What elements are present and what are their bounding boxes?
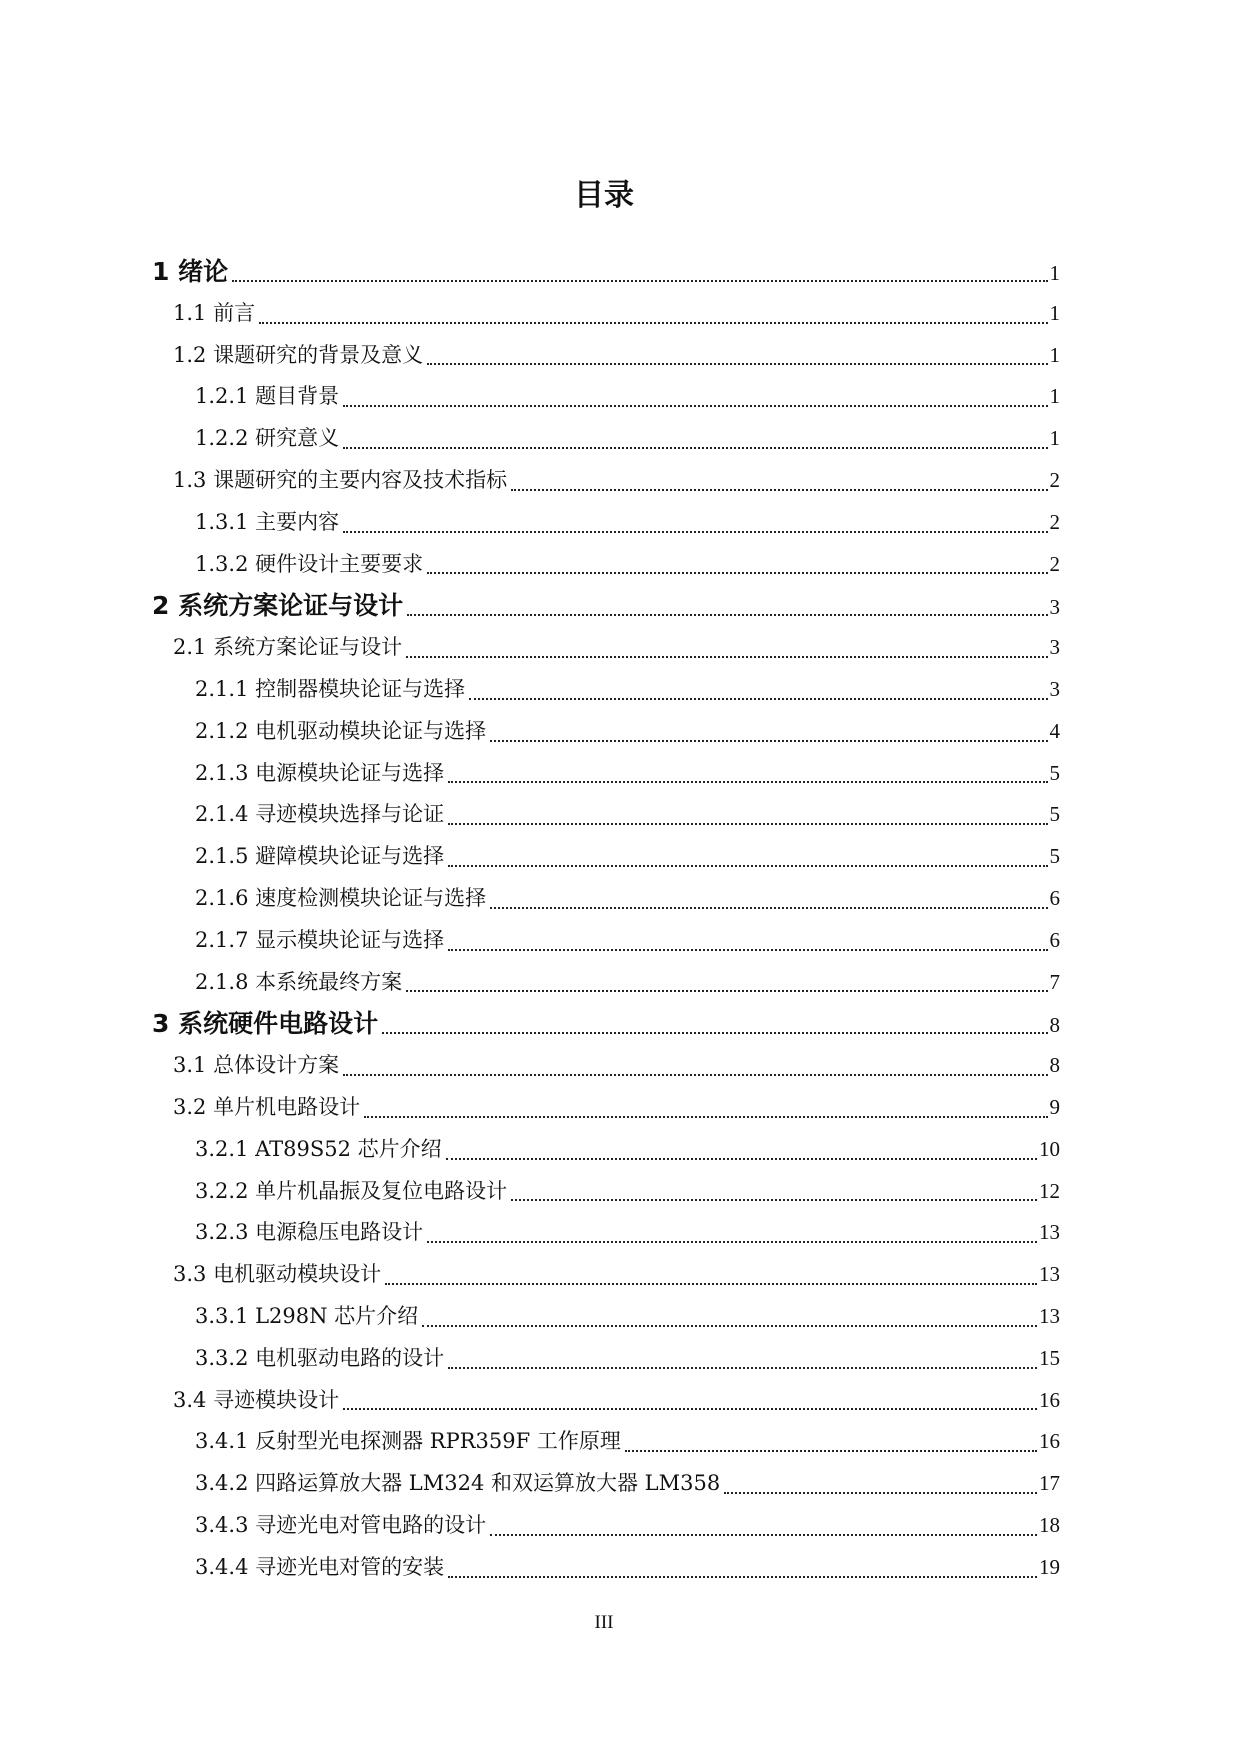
toc-entry-label: 3.3.2 电机驱动电路的设计 [195, 1345, 445, 1370]
toc-entry-label: 3.2.1 AT89S52 芯片介绍 [195, 1136, 442, 1161]
toc-entry[interactable] [0, 585, 1060, 627]
toc-entry-label: 2.1.6 速度检测模块论证与选择 [195, 885, 487, 910]
toc-entry-page-number: 3 [1049, 595, 1060, 620]
dot-leader [422, 1325, 1037, 1327]
toc-entry-page-number: 8 [1049, 1053, 1060, 1078]
toc-entry[interactable] [0, 1003, 1060, 1045]
toc-entry-label: 3.2.2 单片机晶振及复位电路设计 [195, 1178, 508, 1203]
toc-entry-page-number: 7 [1049, 969, 1060, 994]
toc-entry-page-number: 1 [1049, 342, 1060, 367]
page-number: III [594, 1612, 614, 1633]
dot-leader [343, 1408, 1037, 1410]
toc-entry-label: 3 系统硬件电路设计 [152, 1009, 379, 1039]
toc-entry-label: 2.1.2 电机驱动模块论证与选择 [195, 718, 487, 743]
toc-entry-page-number: 4 [1049, 718, 1060, 743]
toc-entry-page-number: 1 [1049, 261, 1060, 285]
toc-entry-page-number: 3 [1049, 676, 1060, 701]
toc-entry-label: 1 绪论 [152, 257, 229, 286]
toc-entry-page-number: 3 [1049, 635, 1060, 660]
toc-entry-page-number: 2 [1049, 467, 1060, 492]
toc-entry[interactable] [0, 794, 1060, 836]
toc-entry-label: 2 系统方案论证与设计 [152, 591, 404, 621]
toc-entry[interactable] [0, 1421, 1060, 1463]
dot-leader [448, 949, 1047, 951]
dot-leader [343, 447, 1047, 449]
toc-entry-label: 3.3 电机驱动模块设计 [173, 1262, 382, 1287]
toc-entry[interactable] [0, 1547, 1060, 1589]
dot-leader [406, 656, 1047, 658]
toc-entry-page-number: 8 [1049, 1013, 1060, 1038]
dot-leader [385, 1283, 1037, 1285]
dot-leader [448, 823, 1047, 825]
dot-leader [448, 865, 1047, 867]
toc-entry[interactable] [0, 878, 1060, 920]
toc-entry-label: 3.4.1 反射型光电探测器 RPR359F 工作原理 [195, 1429, 621, 1454]
toc-entry-label: 2.1.8 本系统最终方案 [195, 969, 403, 994]
dot-leader [259, 322, 1047, 324]
dot-leader [232, 280, 1047, 282]
toc-entry[interactable] [0, 962, 1060, 1004]
toc-entry-label: 2.1.1 控制器模块论证与选择 [195, 676, 466, 701]
toc-entry-label: 2.1.5 避障模块论证与选择 [195, 844, 445, 869]
toc-entry[interactable] [0, 418, 1060, 460]
toc-entry-label: 3.2 单片机电路设计 [173, 1094, 361, 1119]
toc-entry[interactable] [0, 1171, 1060, 1213]
dot-leader [427, 572, 1047, 574]
toc-entry[interactable] [0, 1463, 1060, 1505]
toc-entry[interactable] [0, 669, 1060, 711]
dot-leader [625, 1450, 1037, 1452]
toc-entry-page-number: 2 [1049, 509, 1060, 534]
toc-entry-page-number: 5 [1049, 844, 1060, 869]
toc-entry-label: 3.2.3 电源稳压电路设计 [195, 1220, 424, 1245]
dot-leader [724, 1492, 1037, 1494]
toc-entry[interactable] [0, 627, 1060, 669]
toc-entry[interactable] [0, 502, 1060, 544]
toc-entry-page-number: 13 [1039, 1303, 1060, 1328]
toc-entry[interactable] [0, 251, 1060, 293]
toc-entry-label: 1.2 课题研究的背景及意义 [173, 342, 424, 367]
dot-leader [343, 1074, 1047, 1076]
toc-entry[interactable] [0, 1338, 1060, 1380]
toc-entry[interactable] [0, 335, 1060, 377]
toc-entry-page-number: 16 [1039, 1429, 1060, 1454]
toc-entry[interactable] [0, 1212, 1060, 1254]
toc-entry[interactable] [0, 836, 1060, 878]
dot-leader [407, 614, 1047, 616]
toc-entry[interactable] [0, 1380, 1060, 1422]
toc-entry-page-number: 13 [1039, 1220, 1060, 1245]
dot-leader [511, 489, 1047, 491]
toc-entry[interactable] [0, 460, 1060, 502]
toc-entry-label: 2.1.4 寻迹模块选择与论证 [195, 802, 445, 827]
dot-leader [343, 531, 1047, 533]
toc-entry[interactable] [0, 1087, 1060, 1129]
toc-entry[interactable] [0, 920, 1060, 962]
dot-leader [511, 1199, 1037, 1201]
toc-entry-label: 1.1 前言 [173, 300, 256, 325]
toc-entry[interactable] [0, 1129, 1060, 1171]
toc-entry-page-number: 1 [1049, 426, 1060, 451]
dot-leader [448, 781, 1047, 783]
toc-entry-page-number: 5 [1049, 802, 1060, 827]
dot-leader [382, 1032, 1047, 1034]
toc-entry-label: 2.1 系统方案论证与设计 [173, 635, 403, 660]
toc-entry-page-number: 17 [1039, 1471, 1060, 1496]
toc-entry-page-number: 2 [1049, 551, 1060, 576]
toc-entry-page-number: 19 [1039, 1554, 1060, 1579]
toc-entry[interactable] [0, 293, 1060, 335]
toc-entry-label: 1.2.2 研究意义 [195, 426, 340, 451]
toc-entry-label: 2.1.7 显示模块论证与选择 [195, 927, 445, 952]
toc-entry-page-number: 1 [1049, 300, 1060, 325]
toc-entry[interactable] [0, 1505, 1060, 1547]
toc-entry-label: 1.3 课题研究的主要内容及技术指标 [173, 467, 508, 492]
toc-entry-label: 1.2.1 题目背景 [195, 384, 340, 409]
toc-entry-page-number: 12 [1039, 1178, 1060, 1203]
toc-entry-page-number: 10 [1039, 1136, 1060, 1161]
toc-entry-label: 3.4.3 寻迹光电对管电路的设计 [195, 1512, 487, 1537]
toc-entry-page-number: 1 [1049, 384, 1060, 409]
dot-leader [490, 1534, 1037, 1536]
toc-entry-label: 3.4.4 寻迹光电对管的安装 [195, 1554, 445, 1579]
table-of-contents [0, 251, 1241, 1589]
toc-entry[interactable] [0, 1254, 1060, 1296]
toc-entry-page-number: 6 [1049, 927, 1060, 952]
toc-entry[interactable] [0, 376, 1060, 418]
toc-entry[interactable] [0, 711, 1060, 753]
toc-entry-page-number: 6 [1049, 885, 1060, 910]
toc-entry-label: 3.4.2 四路运算放大器 LM324 和双运算放大器 LM358 [195, 1471, 721, 1496]
dot-leader [490, 907, 1047, 909]
dot-leader [406, 990, 1047, 992]
toc-entry-page-number: 15 [1039, 1345, 1060, 1370]
dot-leader [448, 1576, 1037, 1578]
toc-entry-page-number: 18 [1039, 1512, 1060, 1537]
toc-entry-page-number: 9 [1049, 1094, 1060, 1119]
toc-entry-label: 3.3.1 L298N 芯片介绍 [195, 1303, 419, 1328]
dot-leader [427, 1241, 1037, 1243]
toc-entry-label: 3.1 总体设计方案 [173, 1053, 340, 1078]
toc-entry[interactable] [0, 1296, 1060, 1338]
page-title: 目录 [574, 178, 634, 213]
toc-entry[interactable] [0, 753, 1060, 795]
toc-entry-page-number: 13 [1039, 1262, 1060, 1287]
toc-entry-page-number: 5 [1049, 760, 1060, 785]
dot-leader [343, 405, 1047, 407]
toc-entry-label: 3.4 寻迹模块设计 [173, 1387, 340, 1412]
dot-leader [448, 1367, 1037, 1369]
toc-entry-label: 2.1.3 电源模块论证与选择 [195, 760, 445, 785]
dot-leader [446, 1158, 1037, 1160]
toc-entry[interactable] [0, 544, 1060, 586]
dot-leader [490, 740, 1047, 742]
toc-entry[interactable] [0, 1045, 1060, 1087]
dot-leader [427, 363, 1047, 365]
dot-leader [469, 698, 1047, 700]
dot-leader [364, 1116, 1047, 1118]
toc-entry-label: 1.3.2 硬件设计主要要求 [195, 551, 424, 576]
toc-entry-page-number: 16 [1039, 1387, 1060, 1412]
toc-entry-label: 1.3.1 主要内容 [195, 509, 340, 534]
